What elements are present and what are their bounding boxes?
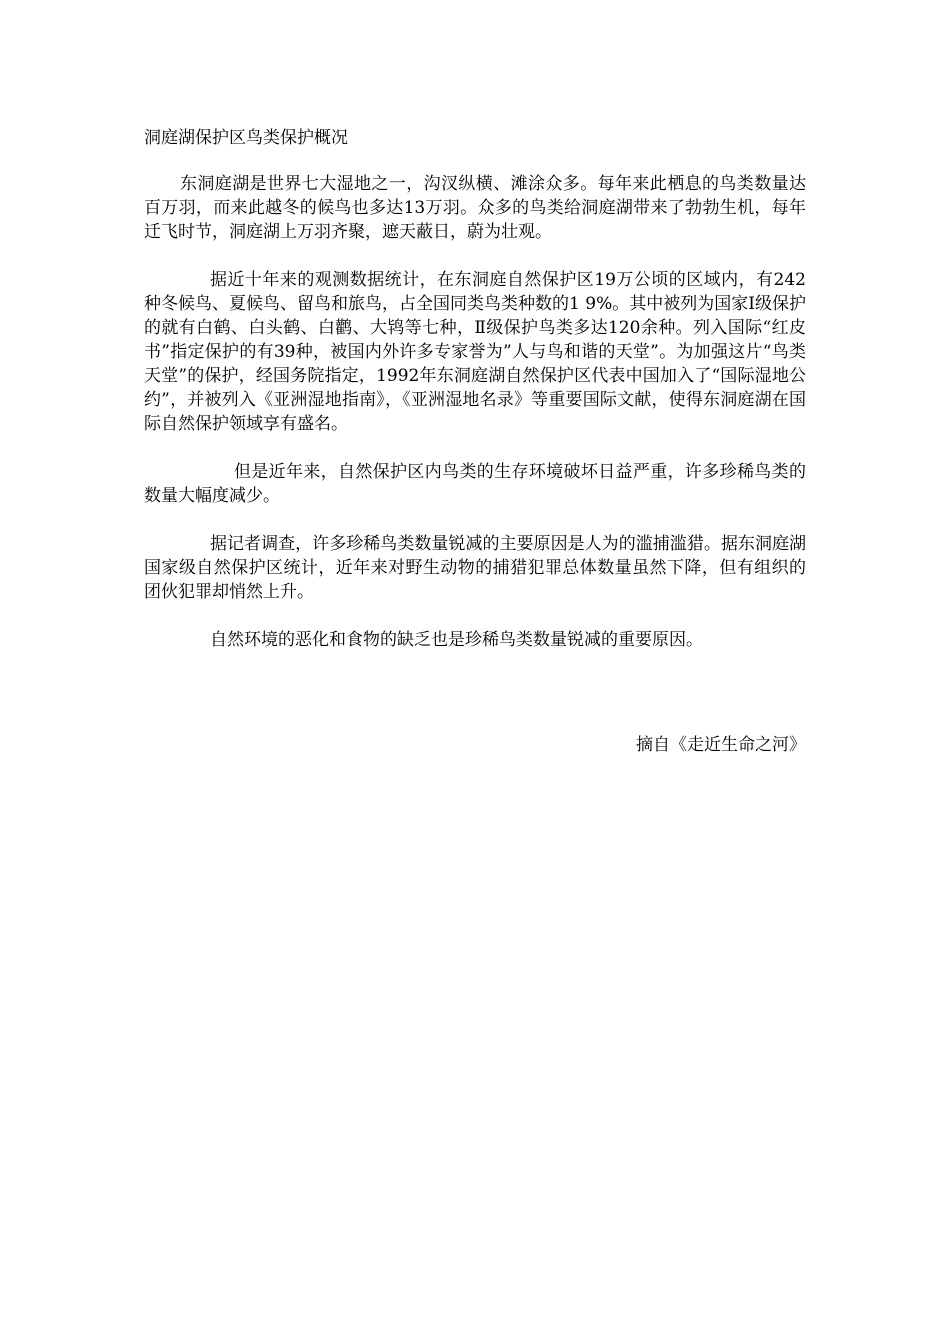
source-citation: 摘自《走近生命之河》 — [636, 735, 806, 755]
article-body — [144, 126, 806, 676]
paragraph-5: 自然环境的恶化和食物的缺乏也是珍稀鸟类数量锐减的重要原因。 — [210, 630, 703, 650]
paragraph-1: 东洞庭湖是世界七大湿地之一，沟汊纵横、滩涂众多。每年来此栖息的鸟类数量达百万羽，而来此越冬的候鸟也多达13万羽。众多的鸟类给洞庭湖带来了勃勃生机，每年迁飞时节，洞庭湖上万羽齐聚，遮天蔽日，蔚为壮观。 — [144, 174, 806, 242]
paragraph-2: 据近十年来的观测数据统计，在东洞庭自然保护区19万公顷的区域内，有242种冬候鸟、夏候鸟、留鸟和旅鸟，占全国同类鸟类种数的1 9%。其中被列为国家Ⅰ级保护的就有白鹤、白头鹤、白鹳、大鸨等七种，Ⅱ级保护鸟类多达120余种。列入国际“红皮书”指定保护的有39种，被国内外许多专家誉为”人与鸟和谐的天堂”。为加强这片“鸟类天堂”的保护，经国务院指定，1992年东洞庭湖自然保护区代表中国加入了“国际湿地公约”，并被列入《亚洲湿地指南》，《亚洲湿地名录》等重要国际文献，使得东洞庭湖在国际自然保护领域享有盛名。 — [144, 270, 806, 434]
article-title: 洞庭湖保护区鸟类保护概况 — [144, 128, 348, 148]
paragraph-4: 据记者调查，许多珍稀鸟类数量锐减的主要原因是人为的滥捕滥猎。据东洞庭湖国家级自然保护区统计，近年来对野生动物的捕猎犯罪总体数量虽然下降，但有组织的团伙犯罪却悄然上升。 — [144, 534, 806, 602]
paragraph-3: 但是近年来，自然保护区内鸟类的生存环境破坏日益严重，许多珍稀鸟类的数量大幅度减少。 — [144, 462, 806, 506]
